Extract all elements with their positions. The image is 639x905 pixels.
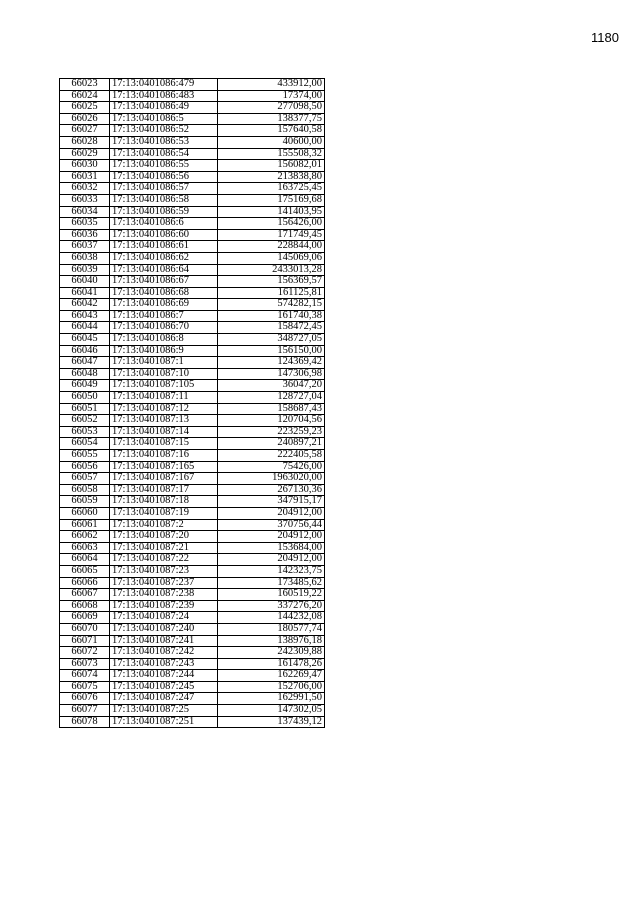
row-number-cell: 66069 (60, 612, 110, 624)
cadastral-number-cell: 17:13:0401087:22 (110, 554, 218, 566)
cadastral-value-cell: 137439,12 (218, 716, 325, 728)
row-number-cell: 66042 (60, 299, 110, 311)
table-row (60, 496, 325, 508)
row-number-cell: 66060 (60, 507, 110, 519)
cadastral-value-cell: 36047,20 (218, 380, 325, 392)
cadastral-number-cell: 17:13:0401087:243 (110, 658, 218, 670)
row-number-cell: 66049 (60, 380, 110, 392)
row-number-cell: 66065 (60, 565, 110, 577)
cadastral-number-cell: 17:13:0401087:167 (110, 473, 218, 485)
row-number-cell: 66074 (60, 670, 110, 682)
cadastral-value-cell: 128727,04 (218, 392, 325, 404)
cadastral-number-cell: 17:13:0401087:14 (110, 426, 218, 438)
row-number-cell: 66057 (60, 473, 110, 485)
table-row (60, 90, 325, 102)
table-row (60, 252, 325, 264)
cadastral-value-cell: 204912,00 (218, 507, 325, 519)
table-row (60, 681, 325, 693)
row-number-cell: 66059 (60, 496, 110, 508)
table-row (60, 160, 325, 172)
cadastral-number-cell: 17:13:0401087:2 (110, 519, 218, 531)
table-row (60, 507, 325, 519)
cadastral-number-cell: 17:13:0401086:54 (110, 148, 218, 160)
table-row (60, 276, 325, 288)
cadastral-number-cell: 17:13:0401087:247 (110, 693, 218, 705)
row-number-cell: 66032 (60, 183, 110, 195)
cadastral-number-cell: 17:13:0401086:70 (110, 322, 218, 334)
cadastral-value-cell: 161125,81 (218, 287, 325, 299)
table-row (60, 589, 325, 601)
cadastral-number-cell: 17:13:0401087:240 (110, 623, 218, 635)
table-row (60, 473, 325, 485)
table-row (60, 600, 325, 612)
cadastral-value-cell: 180577,74 (218, 623, 325, 635)
table-row (60, 392, 325, 404)
cadastral-number-cell: 17:13:0401086:57 (110, 183, 218, 195)
cadastral-value-cell: 152706,00 (218, 681, 325, 693)
cadastral-number-cell: 17:13:0401086:60 (110, 229, 218, 241)
cadastral-value-cell: 156082,01 (218, 160, 325, 172)
cadastral-value-cell: 1963020,00 (218, 473, 325, 485)
table-row (60, 171, 325, 183)
cadastral-number-cell: 17:13:0401086:53 (110, 136, 218, 148)
row-number-cell: 66053 (60, 426, 110, 438)
table-row (60, 705, 325, 717)
cadastral-number-cell: 17:13:0401087:21 (110, 542, 218, 554)
cadastral-value-cell: 370756,44 (218, 519, 325, 531)
table-row (60, 380, 325, 392)
cadastral-value-cell: 156369,57 (218, 276, 325, 288)
cadastral-value-cell: 267130,36 (218, 484, 325, 496)
cadastral-value-cell: 147302,05 (218, 705, 325, 717)
row-number-cell: 66048 (60, 368, 110, 380)
cadastral-number-cell: 17:13:0401087:242 (110, 647, 218, 659)
row-number-cell: 66034 (60, 206, 110, 218)
table-row (60, 79, 325, 91)
cadastral-value-cell: 153684,00 (218, 542, 325, 554)
cadastral-number-cell: 17:13:0401087:245 (110, 681, 218, 693)
table-row (60, 484, 325, 496)
cadastral-value-cell: 277098,50 (218, 102, 325, 114)
row-number-cell: 66054 (60, 438, 110, 450)
table-row (60, 565, 325, 577)
cadastral-number-cell: 17:13:0401087:12 (110, 403, 218, 415)
row-number-cell: 66062 (60, 531, 110, 543)
cadastral-number-cell: 17:13:0401086:68 (110, 287, 218, 299)
cadastral-value-cell: 204912,00 (218, 531, 325, 543)
cadastral-value-cell: 138377,75 (218, 113, 325, 125)
table-row (60, 287, 325, 299)
row-number-cell: 66067 (60, 589, 110, 601)
cadastral-value-cell: 144232,08 (218, 612, 325, 624)
cadastral-value-cell: 162269,47 (218, 670, 325, 682)
cadastral-number-cell: 17:13:0401086:69 (110, 299, 218, 311)
cadastral-number-cell: 17:13:0401087:165 (110, 461, 218, 473)
cadastral-value-cell: 17374,00 (218, 90, 325, 102)
cadastral-number-cell: 17:13:0401086:6 (110, 218, 218, 230)
row-number-cell: 66046 (60, 345, 110, 357)
cadastral-value-cell: 156150,00 (218, 345, 325, 357)
cadastral-value-cell: 213838,80 (218, 171, 325, 183)
row-number-cell: 66068 (60, 600, 110, 612)
cadastral-number-cell: 17:13:0401087:241 (110, 635, 218, 647)
table-row (60, 577, 325, 589)
cadastral-value-cell: 145069,06 (218, 252, 325, 264)
row-number-cell: 66072 (60, 647, 110, 659)
table-row (60, 322, 325, 334)
row-number-cell: 66077 (60, 705, 110, 717)
table-row (60, 264, 325, 276)
cadastral-number-cell: 17:13:0401086:62 (110, 252, 218, 264)
table-row (60, 194, 325, 206)
row-number-cell: 66033 (60, 194, 110, 206)
cadastral-value-cell: 337276,20 (218, 600, 325, 612)
cadastral-value-cell: 347915,17 (218, 496, 325, 508)
table-row (60, 345, 325, 357)
table-row (60, 113, 325, 125)
cadastral-value-cell: 156426,00 (218, 218, 325, 230)
table-row (60, 716, 325, 728)
cadastral-value-cell: 158687,43 (218, 403, 325, 415)
cadastral-number-cell: 17:13:0401087:15 (110, 438, 218, 450)
cadastral-number-cell: 17:13:0401087:24 (110, 612, 218, 624)
cadastral-value-cell: 223259,23 (218, 426, 325, 438)
cadastral-value-cell: 173485,62 (218, 577, 325, 589)
cadastral-number-cell: 17:13:0401086:64 (110, 264, 218, 276)
row-number-cell: 66029 (60, 148, 110, 160)
row-number-cell: 66031 (60, 171, 110, 183)
cadastral-number-cell: 17:13:0401086:59 (110, 206, 218, 218)
row-number-cell: 66039 (60, 264, 110, 276)
cadastral-value-cell: 574282,15 (218, 299, 325, 311)
cadastral-value-cell: 147306,98 (218, 368, 325, 380)
table-row (60, 368, 325, 380)
row-number-cell: 66035 (60, 218, 110, 230)
cadastral-number-cell: 17:13:0401086:52 (110, 125, 218, 137)
row-number-cell: 66047 (60, 357, 110, 369)
table-row (60, 693, 325, 705)
cadastral-value-cell: 142323,75 (218, 565, 325, 577)
row-number-cell: 66073 (60, 658, 110, 670)
table-row (60, 415, 325, 427)
cadastral-value-cell: 242309,88 (218, 647, 325, 659)
row-number-cell: 66043 (60, 310, 110, 322)
row-number-cell: 66036 (60, 229, 110, 241)
table-row (60, 450, 325, 462)
cadastral-number-cell: 17:13:0401086:7 (110, 310, 218, 322)
row-number-cell: 66051 (60, 403, 110, 415)
row-number-cell: 66078 (60, 716, 110, 728)
cadastral-number-cell: 17:13:0401087:13 (110, 415, 218, 427)
table-row (60, 670, 325, 682)
cadastral-value-cell: 120704,56 (218, 415, 325, 427)
cadastral-value-cell: 228844,00 (218, 241, 325, 253)
cadastral-value-cell: 161478,26 (218, 658, 325, 670)
cadastral-value-cell: 155508,32 (218, 148, 325, 160)
cadastral-number-cell: 17:13:0401086:67 (110, 276, 218, 288)
table-row (60, 426, 325, 438)
cadastral-value-cell: 75426,00 (218, 461, 325, 473)
table-body (60, 79, 325, 728)
table-row (60, 635, 325, 647)
cadastral-value-cell: 141403,95 (218, 206, 325, 218)
row-number-cell: 66070 (60, 623, 110, 635)
cadastral-number-cell: 17:13:0401087:18 (110, 496, 218, 508)
row-number-cell: 66027 (60, 125, 110, 137)
table-row (60, 647, 325, 659)
cadastral-value-cell: 124369,42 (218, 357, 325, 369)
table-row (60, 299, 325, 311)
row-number-cell: 66041 (60, 287, 110, 299)
cadastral-number-cell: 17:13:0401087:105 (110, 380, 218, 392)
row-number-cell: 66024 (60, 90, 110, 102)
cadastral-number-cell: 17:13:0401086:5 (110, 113, 218, 125)
cadastral-number-cell: 17:13:0401087:238 (110, 589, 218, 601)
table-row (60, 218, 325, 230)
table-row (60, 658, 325, 670)
table-row (60, 206, 325, 218)
table-row (60, 183, 325, 195)
row-number-cell: 66066 (60, 577, 110, 589)
cadastral-value-cell: 161740,38 (218, 310, 325, 322)
cadastral-value-cell: 171749,45 (218, 229, 325, 241)
table-row (60, 531, 325, 543)
cadastral-number-cell: 17:13:0401086:479 (110, 79, 218, 91)
row-number-cell: 66037 (60, 241, 110, 253)
cadastral-value-cell: 138976,18 (218, 635, 325, 647)
cadastral-number-cell: 17:13:0401086:49 (110, 102, 218, 114)
row-number-cell: 66071 (60, 635, 110, 647)
cadastral-number-cell: 17:13:0401087:10 (110, 368, 218, 380)
row-number-cell: 66058 (60, 484, 110, 496)
page-number: 1180 (591, 30, 619, 45)
table-row (60, 102, 325, 114)
table-row (60, 148, 325, 160)
row-number-cell: 66063 (60, 542, 110, 554)
cadastral-value-cell: 222405,58 (218, 450, 325, 462)
table-row (60, 357, 325, 369)
cadastral-value-cell: 2433013,28 (218, 264, 325, 276)
cadastral-number-cell: 17:13:0401086:56 (110, 171, 218, 183)
cadastral-value-cell: 160519,22 (218, 589, 325, 601)
row-number-cell: 66075 (60, 681, 110, 693)
table-row (60, 612, 325, 624)
cadastral-number-cell: 17:13:0401087:239 (110, 600, 218, 612)
table-row (60, 241, 325, 253)
cadastral-value-cell: 158472,45 (218, 322, 325, 334)
cadastral-number-cell: 17:13:0401087:251 (110, 716, 218, 728)
cadastral-number-cell: 17:13:0401087:11 (110, 392, 218, 404)
cadastral-number-cell: 17:13:0401087:17 (110, 484, 218, 496)
cadastral-value-cell: 433912,00 (218, 79, 325, 91)
row-number-cell: 66040 (60, 276, 110, 288)
row-number-cell: 66055 (60, 450, 110, 462)
cadastral-value-cell: 163725,45 (218, 183, 325, 195)
table-row (60, 438, 325, 450)
cadastral-number-cell: 17:13:0401087:1 (110, 357, 218, 369)
cadastral-number-cell: 17:13:0401087:25 (110, 705, 218, 717)
cadastral-number-cell: 17:13:0401086:58 (110, 194, 218, 206)
cadastral-value-cell: 348727,05 (218, 334, 325, 346)
cadastral-value-table (59, 78, 325, 728)
cadastral-number-cell: 17:13:0401087:20 (110, 531, 218, 543)
row-number-cell: 66038 (60, 252, 110, 264)
table-row (60, 623, 325, 635)
row-number-cell: 66026 (60, 113, 110, 125)
table-row (60, 519, 325, 531)
cadastral-number-cell: 17:13:0401086:483 (110, 90, 218, 102)
cadastral-number-cell: 17:13:0401086:9 (110, 345, 218, 357)
table-row (60, 403, 325, 415)
row-number-cell: 66052 (60, 415, 110, 427)
cadastral-number-cell: 17:13:0401086:61 (110, 241, 218, 253)
cadastral-number-cell: 17:13:0401086:8 (110, 334, 218, 346)
cadastral-value-cell: 175169,68 (218, 194, 325, 206)
row-number-cell: 66050 (60, 392, 110, 404)
cadastral-value-cell: 240897,21 (218, 438, 325, 450)
cadastral-value-cell: 40600,00 (218, 136, 325, 148)
cadastral-value-cell: 162991,50 (218, 693, 325, 705)
table-row (60, 542, 325, 554)
cadastral-number-cell: 17:13:0401087:244 (110, 670, 218, 682)
cadastral-number-cell: 17:13:0401087:237 (110, 577, 218, 589)
table-row (60, 229, 325, 241)
row-number-cell: 66030 (60, 160, 110, 172)
row-number-cell: 66056 (60, 461, 110, 473)
row-number-cell: 66061 (60, 519, 110, 531)
table-row (60, 310, 325, 322)
cadastral-number-cell: 17:13:0401087:16 (110, 450, 218, 462)
table-row (60, 334, 325, 346)
table-row (60, 125, 325, 137)
table-row (60, 136, 325, 148)
row-number-cell: 66025 (60, 102, 110, 114)
row-number-cell: 66044 (60, 322, 110, 334)
row-number-cell: 66028 (60, 136, 110, 148)
table-row (60, 554, 325, 566)
cadastral-number-cell: 17:13:0401087:19 (110, 507, 218, 519)
row-number-cell: 66023 (60, 79, 110, 91)
table-row (60, 461, 325, 473)
row-number-cell: 66076 (60, 693, 110, 705)
cadastral-value-cell: 157640,58 (218, 125, 325, 137)
cadastral-number-cell: 17:13:0401087:23 (110, 565, 218, 577)
cadastral-value-cell: 204912,00 (218, 554, 325, 566)
row-number-cell: 66045 (60, 334, 110, 346)
row-number-cell: 66064 (60, 554, 110, 566)
cadastral-number-cell: 17:13:0401086:55 (110, 160, 218, 172)
